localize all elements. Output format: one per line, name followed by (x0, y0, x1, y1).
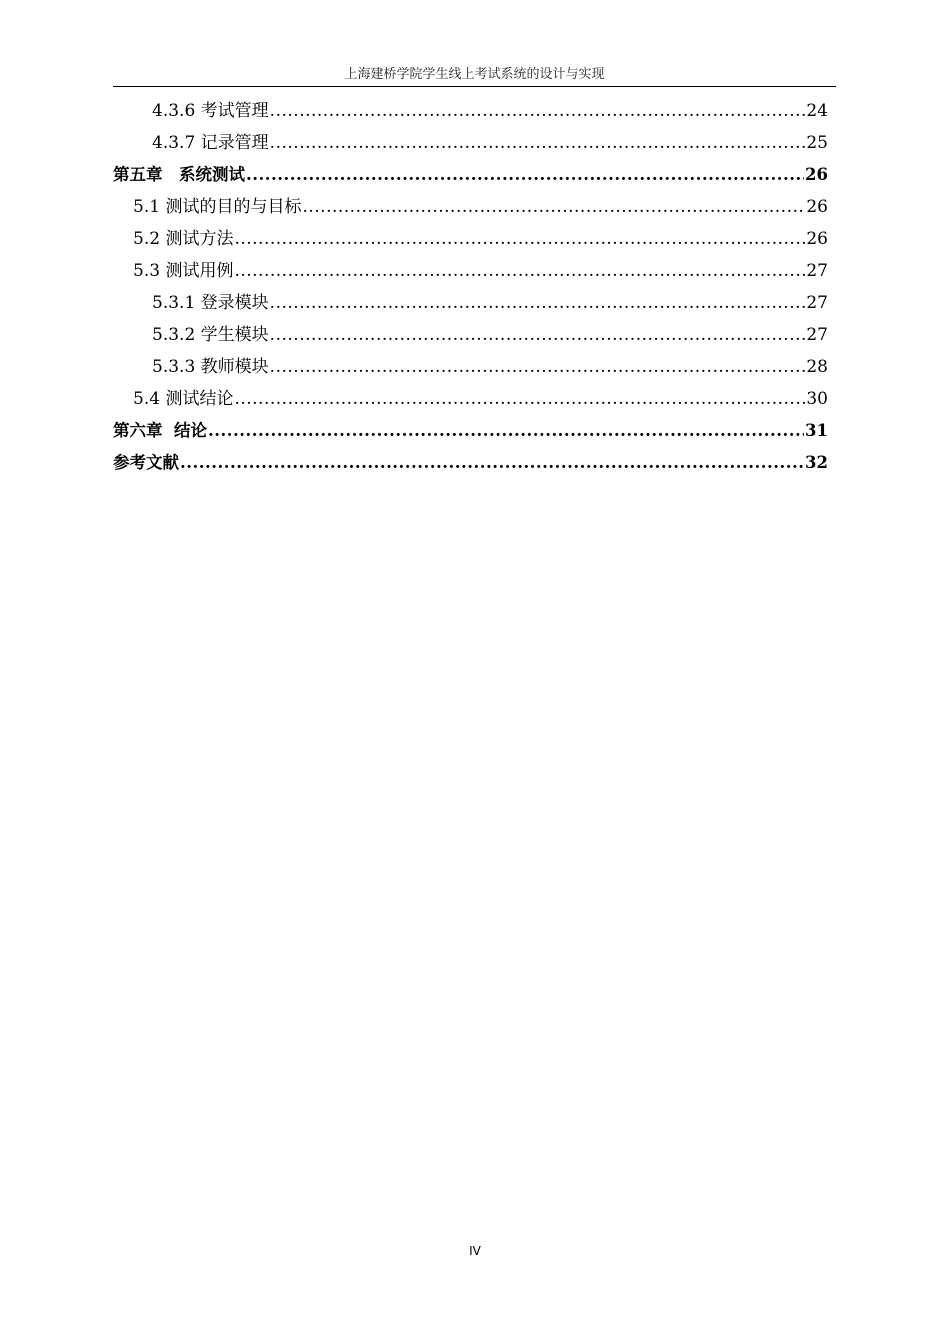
toc-page-number: 28 (806, 357, 828, 377)
toc-entry-chapter-6[interactable] (113, 415, 828, 447)
toc-entry-title: 第五章 系统测试 (113, 165, 245, 184)
toc-entry-title: 第六章 结论 (113, 421, 207, 440)
toc-entry-title: 4.3.6 考试管理 (152, 101, 269, 121)
toc-dot-leader (270, 95, 806, 127)
toc-entry-4-3-7[interactable] (113, 127, 828, 159)
toc-page-number: 25 (806, 133, 828, 153)
toc-page-number: 27 (806, 261, 828, 281)
toc-entry-5-3-2[interactable] (113, 319, 828, 351)
toc-entry-title: 5.3.2 学生模块 (152, 325, 269, 345)
running-header: 上海建桥学院学生线上考试系统的设计与实现 (344, 67, 605, 82)
toc-dot-leader (180, 447, 804, 479)
toc-page-number: 32 (805, 453, 828, 472)
toc-entry-references[interactable] (113, 447, 828, 479)
toc-page-number: 26 (805, 165, 828, 184)
toc-dot-leader (246, 159, 804, 191)
toc-entry-title: 5.3 测试用例 (133, 261, 234, 281)
header-rule (113, 86, 836, 87)
toc-entry-title: 参考文献 (113, 453, 179, 472)
toc-entry-title: 5.1 测试的目的与目标 (133, 197, 302, 217)
toc-entry-5-3-1[interactable] (113, 287, 828, 319)
toc-entry-title: 5.3.1 登录模块 (152, 293, 269, 313)
toc-page-number: 27 (806, 293, 828, 313)
page-number-footer: IV (469, 1244, 481, 1258)
toc-dot-leader (270, 127, 806, 159)
toc-dot-leader (234, 383, 805, 415)
toc-entry-5-4[interactable] (113, 383, 828, 415)
toc-dot-leader (270, 287, 806, 319)
toc-dot-leader (270, 351, 806, 383)
toc-page-number: 26 (806, 229, 828, 249)
toc-dot-leader (234, 255, 805, 287)
table-of-contents (113, 95, 828, 479)
toc-dot-leader (302, 191, 805, 223)
toc-entry-5-3-3[interactable] (113, 351, 828, 383)
toc-entry-title: 4.3.7 记录管理 (152, 133, 269, 153)
toc-page-number: 24 (806, 101, 828, 121)
toc-dot-leader (234, 223, 805, 255)
toc-entry-title: 5.3.3 教师模块 (152, 357, 269, 377)
toc-entry-4-3-6[interactable] (113, 95, 828, 127)
toc-dot-leader (208, 415, 804, 447)
toc-entry-5-2[interactable] (113, 223, 828, 255)
toc-page-number: 30 (806, 389, 828, 409)
toc-entry-5-3[interactable] (113, 255, 828, 287)
toc-dot-leader (270, 319, 806, 351)
toc-page-number: 31 (805, 421, 828, 440)
toc-entry-chapter-5[interactable] (113, 159, 828, 191)
toc-page-number: 26 (806, 197, 828, 217)
toc-entry-title: 5.4 测试结论 (133, 389, 234, 409)
toc-page-number: 27 (806, 325, 828, 345)
toc-entry-5-1[interactable] (113, 191, 828, 223)
toc-entry-title: 5.2 测试方法 (133, 229, 234, 249)
